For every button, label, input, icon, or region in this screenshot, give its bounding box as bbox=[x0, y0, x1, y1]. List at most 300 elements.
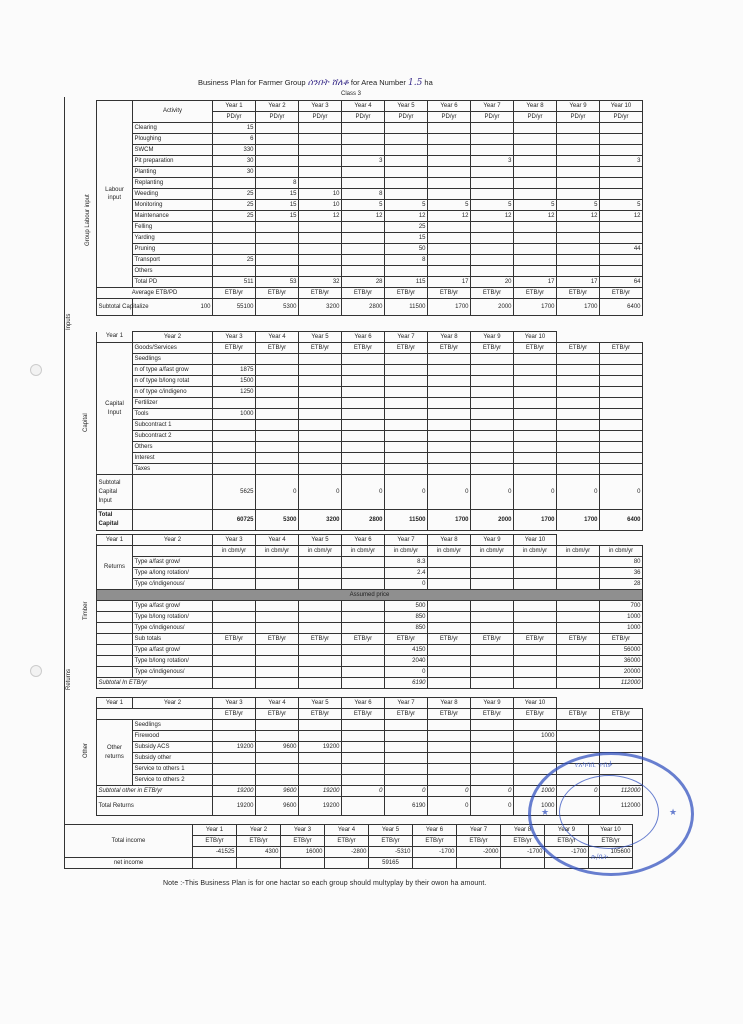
value-cell bbox=[299, 656, 342, 667]
value-cell bbox=[514, 244, 557, 255]
year-header: Year 8 bbox=[514, 101, 557, 112]
subtotal-value: 19200 bbox=[299, 786, 342, 797]
total-income-label: Total income bbox=[65, 825, 193, 858]
value-cell bbox=[471, 244, 514, 255]
other-item: Service to others 1 bbox=[133, 764, 213, 775]
other-group-label: Other returns bbox=[97, 720, 133, 786]
value-cell bbox=[428, 731, 471, 742]
value-cell bbox=[213, 753, 256, 764]
value-cell bbox=[471, 601, 514, 612]
value-cell bbox=[600, 255, 643, 266]
value-cell bbox=[342, 255, 385, 266]
value-cell bbox=[342, 645, 385, 656]
value-cell bbox=[471, 365, 514, 376]
value-cell bbox=[428, 420, 471, 431]
price-row bbox=[97, 612, 643, 623]
value-cell: 25 bbox=[213, 189, 256, 200]
subtotal-value: 0 bbox=[471, 786, 514, 797]
value-cell bbox=[471, 742, 514, 753]
value-cell bbox=[471, 387, 514, 398]
unit-header: ETB/yr bbox=[413, 836, 457, 847]
net-income-row bbox=[65, 858, 633, 869]
value-cell: 10 bbox=[299, 189, 342, 200]
value-cell bbox=[299, 387, 342, 398]
year-header: Year 7 bbox=[457, 825, 501, 836]
unit-header: ETB/yr bbox=[299, 634, 342, 645]
value-cell bbox=[385, 742, 428, 753]
labour-row bbox=[97, 266, 643, 277]
value-cell bbox=[428, 656, 471, 667]
value-cell bbox=[342, 365, 385, 376]
value-cell bbox=[342, 453, 385, 464]
value-cell bbox=[514, 667, 557, 678]
other-row bbox=[97, 720, 643, 731]
value-cell bbox=[471, 420, 514, 431]
value-cell bbox=[385, 178, 428, 189]
value-cell bbox=[342, 145, 385, 156]
value-cell bbox=[557, 354, 600, 365]
subtotal-value bbox=[299, 678, 342, 689]
subtotal-value: 3200 bbox=[299, 299, 342, 316]
value-cell bbox=[342, 123, 385, 134]
unit-header: ETB/yr bbox=[342, 288, 385, 299]
year-header: Year 6 bbox=[342, 535, 385, 546]
labour-row bbox=[97, 211, 643, 222]
value-cell: 80 bbox=[600, 557, 643, 568]
value-cell bbox=[600, 742, 643, 753]
value-cell bbox=[471, 568, 514, 579]
value-cell bbox=[514, 365, 557, 376]
subtotal-row bbox=[97, 299, 643, 316]
value-cell: 12 bbox=[557, 211, 600, 222]
value-cell bbox=[471, 233, 514, 244]
side-label-returns: Returns bbox=[66, 668, 72, 690]
total-returns-label: Total Returns bbox=[97, 797, 213, 816]
value-cell bbox=[342, 568, 385, 579]
income-value: 105600 bbox=[589, 847, 633, 858]
total-label: Total Capital bbox=[97, 510, 133, 531]
value-cell bbox=[557, 667, 600, 678]
year-header: Year 8 bbox=[501, 825, 545, 836]
value-cell bbox=[428, 189, 471, 200]
price-row bbox=[97, 601, 643, 612]
unit-header: ETB/yr bbox=[385, 288, 428, 299]
value-cell bbox=[256, 123, 299, 134]
total-value: 5300 bbox=[256, 510, 299, 531]
goods-name: Taxes bbox=[133, 464, 213, 475]
value-cell bbox=[213, 656, 256, 667]
value-cell: 8 bbox=[385, 255, 428, 266]
value-cell bbox=[385, 764, 428, 775]
value-cell bbox=[213, 354, 256, 365]
value-cell bbox=[557, 167, 600, 178]
unit-header: ETB/yr bbox=[256, 288, 299, 299]
punch-hole-top bbox=[30, 364, 42, 376]
timber-row bbox=[97, 579, 643, 590]
value-cell bbox=[600, 387, 643, 398]
value-cell bbox=[342, 742, 385, 753]
value-cell bbox=[342, 178, 385, 189]
value-cell bbox=[299, 720, 342, 731]
value-cell bbox=[299, 612, 342, 623]
value-cell: 5 bbox=[557, 200, 600, 211]
income-value: -1700 bbox=[413, 847, 457, 858]
value-cell bbox=[557, 233, 600, 244]
total-returns-value: 112000 bbox=[600, 797, 643, 816]
unit-header: ETB/yr bbox=[237, 836, 281, 847]
value-cell bbox=[385, 134, 428, 145]
empty-cell bbox=[457, 858, 501, 869]
unit-header: ETB/yr bbox=[557, 709, 600, 720]
labour-group-cell bbox=[97, 101, 133, 288]
value-cell bbox=[471, 398, 514, 409]
unit-header: in cbm/yr bbox=[213, 546, 256, 557]
value-cell bbox=[299, 464, 342, 475]
value-cell: 2040 bbox=[385, 656, 428, 667]
value-cell bbox=[514, 579, 557, 590]
income-value: -41525 bbox=[193, 847, 237, 858]
price-row bbox=[97, 623, 643, 634]
value-cell bbox=[471, 354, 514, 365]
value-cell bbox=[428, 266, 471, 277]
total-value: 60725 bbox=[213, 510, 256, 531]
value-cell bbox=[557, 742, 600, 753]
year-header: Year 1 bbox=[213, 101, 256, 112]
year-header: Year 8 bbox=[428, 698, 471, 709]
labour-input-table bbox=[96, 100, 643, 316]
document-title bbox=[198, 78, 433, 88]
value-cell bbox=[514, 720, 557, 731]
empty-cell bbox=[97, 709, 213, 720]
subtotal-label: Subtotal In ETB/yr bbox=[97, 678, 213, 689]
labour-row bbox=[97, 189, 643, 200]
unit-header: ETB/yr bbox=[256, 343, 299, 354]
goods-name: Subcontract 1 bbox=[133, 420, 213, 431]
value-cell bbox=[299, 645, 342, 656]
value-cell bbox=[385, 409, 428, 420]
value-cell bbox=[342, 753, 385, 764]
income-value: -2800 bbox=[325, 847, 369, 858]
value-cell bbox=[600, 453, 643, 464]
value-cell bbox=[299, 123, 342, 134]
labour-group-label: Labour input bbox=[105, 187, 124, 201]
value-cell bbox=[428, 354, 471, 365]
value-cell bbox=[600, 222, 643, 233]
labour-row bbox=[97, 167, 643, 178]
value-cell bbox=[342, 623, 385, 634]
value-cell bbox=[514, 568, 557, 579]
activity-name: Maintenance bbox=[133, 211, 213, 222]
value-cell bbox=[299, 398, 342, 409]
year-header: Year 6 bbox=[413, 825, 457, 836]
empty-cell bbox=[97, 656, 133, 667]
value-cell bbox=[557, 623, 600, 634]
value-cell bbox=[514, 431, 557, 442]
value-cell bbox=[428, 601, 471, 612]
unit-header: in cbm/yr bbox=[385, 546, 428, 557]
value-cell bbox=[428, 387, 471, 398]
labour-row bbox=[97, 233, 643, 244]
value-cell bbox=[256, 354, 299, 365]
value-cell: 12 bbox=[299, 211, 342, 222]
other-item: Firewood bbox=[133, 731, 213, 742]
year-header: Year 5 bbox=[299, 332, 342, 343]
goods-name: Seedlings bbox=[133, 354, 213, 365]
value-cell bbox=[299, 568, 342, 579]
total-value: 1700 bbox=[514, 510, 557, 531]
value-cell bbox=[385, 442, 428, 453]
unit-header: PD/yr bbox=[514, 112, 557, 123]
value-cell bbox=[342, 420, 385, 431]
value-cell bbox=[557, 376, 600, 387]
side-label-timber: Timber bbox=[83, 601, 89, 620]
value-cell bbox=[600, 134, 643, 145]
value-cell bbox=[514, 156, 557, 167]
value-cell bbox=[342, 667, 385, 678]
value-cell: 25 bbox=[213, 200, 256, 211]
capital-row bbox=[97, 376, 643, 387]
subtotal-value: 112000 bbox=[600, 678, 643, 689]
labour-row bbox=[97, 244, 643, 255]
value-cell: 28 bbox=[342, 277, 385, 288]
empty-cell bbox=[97, 601, 133, 612]
value-cell: 8 bbox=[342, 189, 385, 200]
value-cell bbox=[600, 145, 643, 156]
value-cell bbox=[428, 431, 471, 442]
unit-header: ETB/yr bbox=[514, 709, 557, 720]
subtotal-value bbox=[428, 678, 471, 689]
capital-row bbox=[97, 464, 643, 475]
labour-row bbox=[97, 178, 643, 189]
year-header: Year 6 bbox=[428, 101, 471, 112]
total-value: 3200 bbox=[299, 510, 342, 531]
value-cell bbox=[256, 244, 299, 255]
activity-name: Weeding bbox=[133, 189, 213, 200]
value-cell bbox=[514, 645, 557, 656]
value-cell bbox=[256, 134, 299, 145]
subtotal-value: 0 bbox=[342, 786, 385, 797]
value-cell: 56000 bbox=[600, 645, 643, 656]
value-cell: 44 bbox=[600, 244, 643, 255]
value-cell bbox=[600, 233, 643, 244]
other-item: Service to others 2 bbox=[133, 775, 213, 786]
unit-header: ETB/yr bbox=[213, 634, 256, 645]
value-cell bbox=[299, 145, 342, 156]
title-suffix: ha bbox=[424, 78, 433, 87]
value-cell bbox=[428, 167, 471, 178]
value-cell bbox=[514, 255, 557, 266]
value-cell bbox=[299, 557, 342, 568]
value-cell: 15 bbox=[256, 211, 299, 222]
income-value: -1700 bbox=[545, 847, 589, 858]
unit-header: ETB/yr bbox=[428, 288, 471, 299]
unit-header: ETB/yr bbox=[385, 709, 428, 720]
value-cell bbox=[299, 431, 342, 442]
year-header: Year 7 bbox=[385, 332, 428, 343]
value-cell bbox=[299, 420, 342, 431]
value-cell bbox=[256, 764, 299, 775]
value-cell: 12 bbox=[428, 211, 471, 222]
value-cell bbox=[256, 376, 299, 387]
value-cell bbox=[428, 376, 471, 387]
value-cell: 15 bbox=[256, 200, 299, 211]
year-header: Year 10 bbox=[589, 825, 633, 836]
value-cell: 17 bbox=[557, 277, 600, 288]
value-cell bbox=[213, 612, 256, 623]
empty-cell bbox=[413, 858, 457, 869]
value-cell bbox=[428, 145, 471, 156]
labour-row bbox=[97, 145, 643, 156]
value-cell bbox=[256, 464, 299, 475]
value-cell bbox=[557, 557, 600, 568]
value-cell bbox=[514, 753, 557, 764]
value-cell: 5 bbox=[342, 200, 385, 211]
unit-header: ETB/yr bbox=[299, 343, 342, 354]
timber-sub-row bbox=[97, 667, 643, 678]
value-cell bbox=[299, 244, 342, 255]
value-cell bbox=[600, 167, 643, 178]
unit-header: in cbm/yr bbox=[256, 546, 299, 557]
value-cell bbox=[471, 464, 514, 475]
value-cell bbox=[342, 442, 385, 453]
activity-name: Pruning bbox=[133, 244, 213, 255]
value-cell bbox=[256, 167, 299, 178]
value-cell bbox=[428, 398, 471, 409]
unit-header: ETB/yr bbox=[369, 836, 413, 847]
value-cell bbox=[256, 601, 299, 612]
value-cell bbox=[557, 365, 600, 376]
value-cell bbox=[600, 266, 643, 277]
stamp-star-right: ★ bbox=[669, 807, 678, 817]
value-cell bbox=[428, 557, 471, 568]
value-cell bbox=[256, 453, 299, 464]
year-header: Year 1 bbox=[97, 332, 133, 343]
value-cell bbox=[514, 222, 557, 233]
value-cell bbox=[342, 579, 385, 590]
title-mid: for Area Number bbox=[350, 78, 406, 87]
unit-header: PD/yr bbox=[342, 112, 385, 123]
unit-header: ETB/yr bbox=[557, 343, 600, 354]
value-cell bbox=[514, 134, 557, 145]
value-cell bbox=[385, 775, 428, 786]
subtotals-label: Sub totals bbox=[133, 634, 213, 645]
value-cell bbox=[213, 645, 256, 656]
income-value: -5310 bbox=[369, 847, 413, 858]
value-cell bbox=[385, 167, 428, 178]
empty-cell bbox=[501, 858, 545, 869]
activity-name: SWCM bbox=[133, 145, 213, 156]
capital-row bbox=[97, 420, 643, 431]
side-label-inputs: Inputs bbox=[66, 313, 72, 330]
activity-name: Others bbox=[133, 266, 213, 277]
value-cell bbox=[514, 266, 557, 277]
value-cell bbox=[256, 645, 299, 656]
subtotal-value: 1700 bbox=[557, 299, 600, 316]
value-cell bbox=[471, 266, 514, 277]
value-cell bbox=[557, 222, 600, 233]
value-cell: 15 bbox=[256, 189, 299, 200]
timber-row bbox=[97, 568, 643, 579]
capital-row bbox=[97, 453, 643, 464]
value-cell bbox=[471, 753, 514, 764]
value-cell bbox=[471, 189, 514, 200]
unit-header: ETB/yr bbox=[342, 634, 385, 645]
unit-header: ETB/yr bbox=[213, 343, 256, 354]
value-cell: 1250 bbox=[213, 387, 256, 398]
value-cell: 0 bbox=[385, 579, 428, 590]
timber-type: Type a/fast grow/ bbox=[133, 645, 213, 656]
value-cell bbox=[557, 123, 600, 134]
value-cell: 17 bbox=[428, 277, 471, 288]
year-header: Year 5 bbox=[299, 698, 342, 709]
value-cell bbox=[342, 731, 385, 742]
unit-header: ETB/yr bbox=[325, 836, 369, 847]
value-cell bbox=[299, 753, 342, 764]
value-cell bbox=[600, 189, 643, 200]
total-value: 1700 bbox=[557, 510, 600, 531]
timber-type: Type c/indigenous/ bbox=[133, 667, 213, 678]
value-cell: 0 bbox=[385, 667, 428, 678]
value-cell bbox=[600, 365, 643, 376]
year-header: Year 8 bbox=[428, 535, 471, 546]
timber-returns-table bbox=[96, 534, 643, 689]
value-cell bbox=[514, 167, 557, 178]
year-header: Year 4 bbox=[256, 698, 299, 709]
year-header: Year 9 bbox=[471, 535, 514, 546]
value-cell bbox=[342, 354, 385, 365]
average-row bbox=[97, 288, 643, 299]
value-cell bbox=[385, 731, 428, 742]
unit-header: ETB/yr bbox=[256, 709, 299, 720]
value-cell bbox=[256, 222, 299, 233]
value-cell bbox=[213, 420, 256, 431]
value-cell bbox=[213, 178, 256, 189]
value-cell bbox=[600, 123, 643, 134]
capital-group-label: Capital Input bbox=[97, 343, 133, 475]
unit-header: ETB/yr bbox=[471, 634, 514, 645]
unit-header: ETB/yr bbox=[299, 709, 342, 720]
value-cell bbox=[471, 656, 514, 667]
activity-name: Pit preparation bbox=[133, 156, 213, 167]
income-value: 4300 bbox=[237, 847, 281, 858]
timber-sub-row bbox=[97, 645, 643, 656]
other-row bbox=[97, 753, 643, 764]
year-header: Year 9 bbox=[471, 698, 514, 709]
total-value: 2800 bbox=[342, 510, 385, 531]
value-cell bbox=[213, 601, 256, 612]
value-cell bbox=[428, 244, 471, 255]
unit-header: in cbm/yr bbox=[600, 546, 643, 557]
value-cell bbox=[471, 442, 514, 453]
value-cell: 330 bbox=[213, 145, 256, 156]
value-cell bbox=[213, 764, 256, 775]
empty-cell bbox=[325, 858, 369, 869]
value-cell: 20000 bbox=[600, 667, 643, 678]
value-cell bbox=[428, 409, 471, 420]
value-cell bbox=[471, 612, 514, 623]
value-cell bbox=[600, 376, 643, 387]
value-cell bbox=[471, 579, 514, 590]
value-cell bbox=[514, 612, 557, 623]
value-cell: 3 bbox=[342, 156, 385, 167]
empty-cell bbox=[133, 510, 213, 531]
value-cell bbox=[428, 134, 471, 145]
subtotal-value bbox=[514, 678, 557, 689]
value-cell: 1500 bbox=[213, 376, 256, 387]
total-returns-value: 6190 bbox=[385, 797, 428, 816]
value-cell bbox=[471, 178, 514, 189]
subtotal-value bbox=[471, 678, 514, 689]
